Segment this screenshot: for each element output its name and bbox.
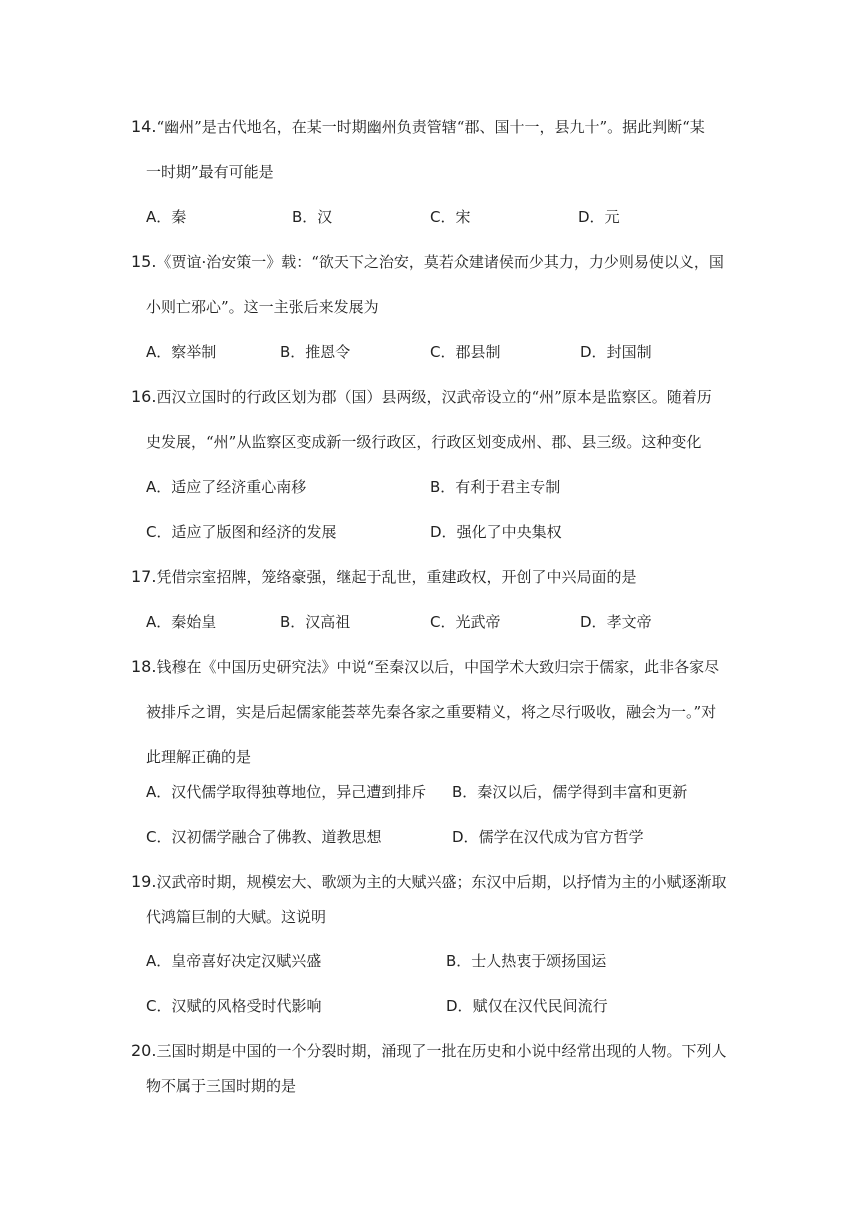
question-20-line-1 [131,1041,726,1061]
option-c: C．汉初儒学融合了佛教、道教思想 [146,828,382,846]
option-b: B．士人热衷于颂扬国运 [446,952,607,970]
option-d: D．强化了中央集权 [430,523,562,541]
question-20-line-2: 物不属于三国时期的是 [146,1077,297,1095]
option-d: D．封国制 [580,343,652,361]
option-a: A．适应了经济重心南移 [146,478,307,496]
option-c: C．适应了版图和经济的发展 [146,523,337,541]
option-d: D．儒学在汉代成为官方哲学 [452,828,644,846]
question-text: 汉武帝时期，规模宏大、歌颂为主的大赋兴盛；东汉中后期，以抒情为主的小赋逐渐取 [156,873,727,891]
question-15-line-2: 小则亡邪心”。这一主张后来发展为 [146,298,379,316]
option-a: A．察举制 [146,343,217,361]
option-c: C．汉赋的风格受时代影响 [146,997,322,1015]
question-number: 18. [131,657,157,676]
option-c: C．宋 [430,208,471,226]
question-number: 16. [131,387,157,406]
question-19-line-1 [131,872,726,892]
question-17-line-1 [131,567,636,587]
option-b: B．有利于君主专制 [430,478,561,496]
question-number: 17. [131,567,157,586]
question-16-line-1 [131,387,712,407]
question-14-line-1 [131,117,705,137]
question-text: 三国时期是中国的一个分裂时期，涌现了一批在历史和小说中经常出现的人物。下列人 [156,1042,727,1060]
question-number: 20. [131,1041,157,1060]
question-16-line-2: 史发展，“州”从监察区变成新一级行政区，行政区划变成州、郡、县三级。这种变化 [146,433,702,451]
question-15-line-1 [131,252,724,272]
question-18-line-1 [131,657,719,677]
option-d: D．元 [578,208,620,226]
question-text: 钱穆在《中国历史研究法》中说“至秦汉以后，中国学术大致归宗于儒家，此非各家尽 [156,658,720,676]
option-d: D．孝文帝 [580,613,652,631]
option-b: B．汉 [292,208,333,226]
option-b: B．汉高祖 [280,613,351,631]
option-a: A．秦始皇 [146,613,217,631]
option-a: A．汉代儒学取得独尊地位，异己遭到排斥 [146,783,427,801]
option-b: B．秦汉以后，儒学得到丰富和更新 [452,783,688,801]
option-a: A．皇帝喜好决定汉赋兴盛 [146,952,322,970]
option-b: B．推恩令 [280,343,351,361]
question-14-line-2: 一时期”最有可能是 [146,163,274,181]
option-c: C．光武帝 [430,613,501,631]
question-number: 19. [131,872,157,891]
question-text: “幽州”是古代地名，在某一时期幽州负责管辖“郡、国十一，县九十”。据此判断“某 [156,118,705,136]
option-a: A．秦 [146,208,187,226]
question-text: 《贾谊·治安策一》载：“欲天下之治安，莫若众建诸侯而少其力，力少则易使以义，国 [156,253,724,271]
question-18-line-3: 此理解正确的是 [146,748,252,766]
question-18-line-2: 被排斥之谓，实是后起儒家能荟萃先秦各家之重要精义，将之尽行吸收，融会为一。”对 [146,703,717,721]
question-text: 西汉立国时的行政区划为郡（国）县两级，汉武帝设立的“州”原本是监察区。随着历 [156,388,712,406]
question-19-line-2: 代鸿篇巨制的大赋。这说明 [146,908,327,926]
option-d: D．赋仅在汉代民间流行 [446,997,608,1015]
question-number: 14. [131,117,157,136]
question-number: 15. [131,252,157,271]
question-text: 凭借宗室招牌，笼络豪强，继起于乱世，重建政权，开创了中兴局面的是 [156,568,637,586]
option-c: C．郡县制 [430,343,501,361]
